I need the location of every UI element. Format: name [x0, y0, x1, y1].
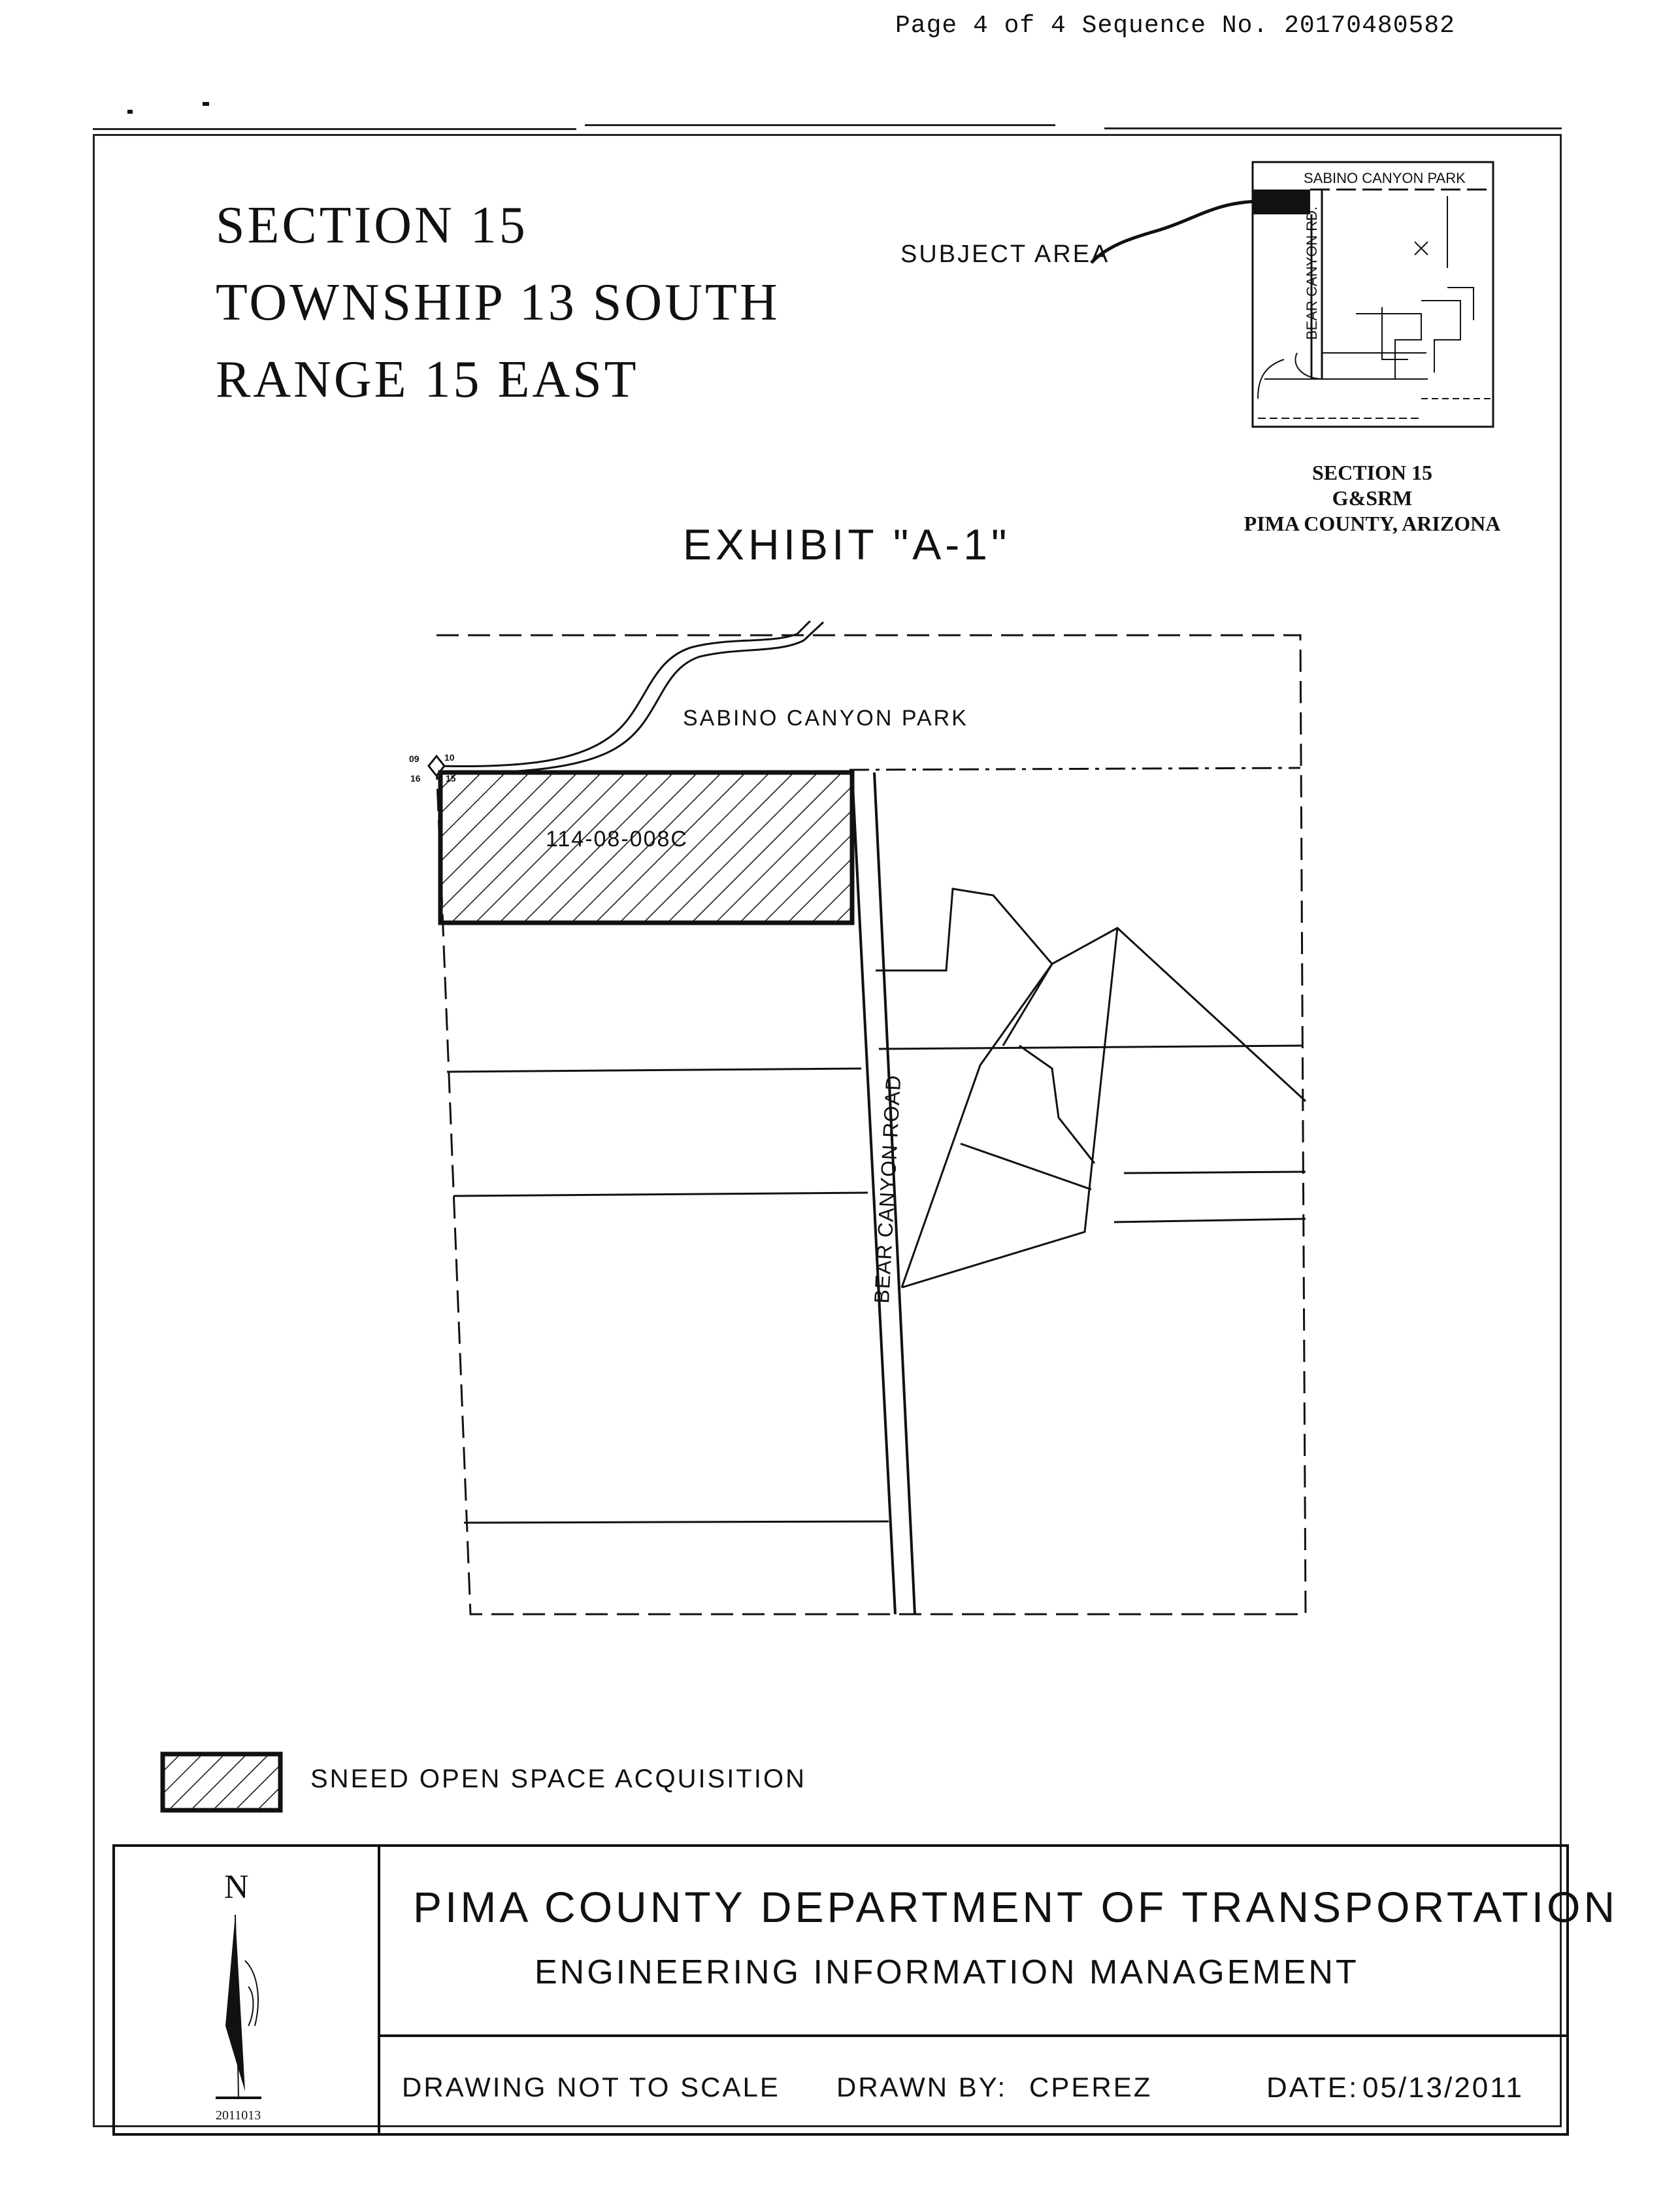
inset-subject-parcel [1253, 190, 1310, 214]
date-value: 05/13/2011 [1362, 2072, 1524, 2104]
date-label: DATE: [1266, 2072, 1359, 2104]
range-label: RANGE 15 EAST [216, 351, 639, 408]
corner-label-15: 15 [446, 773, 456, 784]
exhibit-title: EXHIBIT "A-1" [683, 520, 1011, 569]
scan-top-line [1104, 127, 1562, 129]
inset-map [1251, 157, 1496, 435]
corner-label-10: 10 [444, 752, 455, 763]
inset-road-label: BEAR CANYON RD. [1304, 206, 1320, 340]
scan-mark [127, 110, 133, 114]
scale-note: DRAWING NOT TO SCALE [402, 2072, 780, 2102]
main-map [392, 621, 1320, 1640]
parcel-id-label: 114-08-008C [546, 827, 688, 852]
division-name: ENGINEERING INFORMATION MANAGEMENT [535, 1953, 1359, 1991]
corner-label-16: 16 [410, 773, 421, 784]
road-label: BEAR CANYON ROAD [870, 1074, 906, 1304]
stamp-number: 2011013 [216, 2108, 261, 2123]
inset-park-label: SABINO CANYON PARK [1304, 170, 1466, 186]
inset-caption-meridian: G&SRM [1332, 486, 1413, 510]
subject-area-label: SUBJECT AREA [900, 240, 1110, 268]
park-label: SABINO CANYON PARK [683, 706, 968, 731]
township-label: TOWNSHIP 13 SOUTH [216, 274, 780, 331]
scan-top-line [93, 128, 576, 130]
legend-label: SNEED OPEN SPACE ACQUISITION [310, 1765, 806, 1793]
scan-mark [203, 102, 209, 106]
inset-caption-county: PIMA COUNTY, ARIZONA [1244, 512, 1501, 535]
page-sequence-header: Page 4 of 4 Sequence No. 20170480582 [895, 12, 1455, 40]
section-label: SECTION 15 [216, 197, 528, 254]
legend-swatch [160, 1751, 284, 1817]
department-name: PIMA COUNTY DEPARTMENT OF TRANSPORTATION [413, 1883, 1619, 1931]
corner-label-09: 09 [409, 754, 420, 764]
scan-top-line [585, 124, 1055, 126]
inset-caption-section: SECTION 15 [1311, 461, 1433, 484]
subject-area-arrow [1085, 190, 1268, 268]
drawn-by-name: CPEREZ [1029, 2072, 1153, 2102]
north-arrow-icon [209, 1908, 281, 2104]
drawn-by-label: DRAWN BY: [836, 2072, 1008, 2102]
park-road [436, 621, 810, 767]
north-label: N [224, 1868, 249, 1906]
